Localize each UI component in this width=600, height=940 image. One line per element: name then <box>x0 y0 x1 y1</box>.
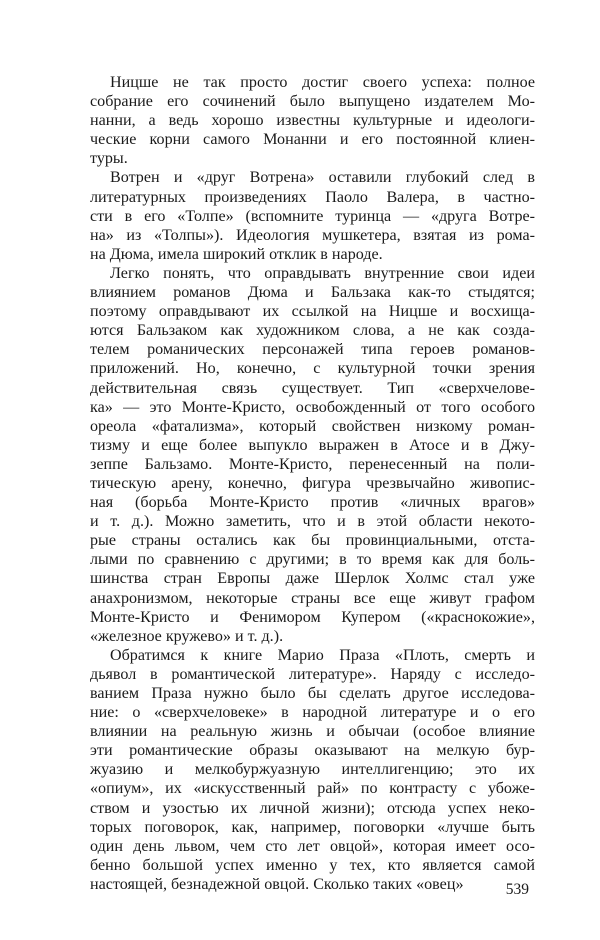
text-line: действительная связь существует. Тип «сверхчелове- <box>90 379 535 397</box>
paragraph <box>90 168 535 263</box>
text-line: рые страны остались как бы провинциальными, отста- <box>90 532 535 550</box>
text-line: сти в его «Толпе» (вспомните туринца — «друга Вотре- <box>90 207 535 225</box>
text-line: жуазию и мелкобуржуазную интеллигенцию; это их <box>90 761 535 779</box>
text-line: Легко понять, что оправдывать внутренние свои идеи <box>110 264 535 282</box>
page-number: 539 <box>505 881 529 898</box>
text-line: тизму и еще более выпукло выражен в Атосе и в Джу- <box>90 436 535 454</box>
text-line: «железное кружево» и т. д.). <box>90 627 284 645</box>
text-line: нанни, а ведь хорошо известны культурные и идеологи- <box>90 112 535 130</box>
text-line: туры. <box>90 150 128 168</box>
text-line: ются Бальзаком как художником слова, а не как созда- <box>90 322 535 340</box>
text-line: на Дюма, имела широкий отклик в народе. <box>90 245 383 263</box>
text-line: ореола «фатализма», который свойствен низкому роман- <box>90 417 535 435</box>
text-line: Обратимся к книге Марио Праза «Плоть, смерть и <box>110 646 535 664</box>
text-line: ка» — это Монте-Кристо, освобожденный от того особого <box>90 398 535 416</box>
text-line: один день львом, чем сто лет овцой», которая имеет осо- <box>90 837 535 855</box>
text-line: ством и узостью их личной жизни); отсюда успех неко- <box>90 799 535 817</box>
paragraph <box>90 646 535 894</box>
text-line: «опиум», их «искусственный рай» по контрасту с убоже- <box>90 780 535 798</box>
text-line: ная (борьба Монте-Кристо против «личных врагов» <box>90 494 535 512</box>
text-line: на» из «Толпы»). Идеология мушкетера, взятая из рома- <box>90 226 535 244</box>
text-line: приложений. Но, конечно, с культурной точки зрения <box>90 360 535 378</box>
text-line: ванием Праза нужно было бы сделать другое исследова- <box>90 685 535 702</box>
text-line: тическую арену, конечно, фигура чрезвычайно живопис- <box>90 474 535 492</box>
body-text <box>90 73 535 894</box>
text-line: эти романтические образы оказывают на мелкую бур- <box>90 742 535 760</box>
text-line: торых поговорок, как, например, поговорки «лучше быть <box>90 818 535 836</box>
text-line: бенно большой успех именно у тех, кто является самой <box>90 856 535 874</box>
text-line: Вотрен и «друг Вотрена» оставили глубокий след в <box>110 169 535 187</box>
text-line: зеппе Бальзамо. Монте-Кристо, перенесенный на поли- <box>90 455 535 473</box>
text-line: лыми по сравнению с другими; в то время как для боль- <box>90 551 535 569</box>
text-line: настоящей, безнадежной овцой. Сколько таких «овец» <box>90 875 464 893</box>
text-line: поэтому оправдывают их ссылкой на Ницше и восхища- <box>90 303 535 321</box>
paragraph <box>90 264 535 646</box>
text-line: дьявол в романтической литературе». Наряду с исследо- <box>90 665 535 683</box>
text-line: телем романических персонажей типа героев романов- <box>90 341 535 359</box>
text-line: влиянии на реальную жизнь и обычаи (особое влияние <box>90 723 535 741</box>
text-line: Ницше не так просто достиг своего успеха: полное <box>110 74 535 91</box>
text-line: влиянием романов Дюма и Бальзака как-то стыдятся; <box>90 284 535 302</box>
text-line: Монте-Кристо и Фенимором Купером («краснокожие», <box>90 608 535 626</box>
text-line: собрание его сочинений было выпущено издателем Мо- <box>90 93 535 111</box>
paragraph <box>90 73 535 168</box>
text-line: литературных произведениях Паоло Валера, в частно- <box>90 188 535 206</box>
text-line: анахронизмом, некоторые страны все еще живут графом <box>90 589 535 607</box>
text-line: ние: о «сверхчеловеке» в народной литературе и о его <box>90 704 535 722</box>
text-line: шинства стран Европы даже Шерлок Холмс стал уже <box>90 570 535 588</box>
text-line: и т. д.). Можно заметить, что и в этой области некото- <box>90 513 535 531</box>
text-line: ческие корни самого Монанни и его постоянной клиен- <box>90 131 535 149</box>
